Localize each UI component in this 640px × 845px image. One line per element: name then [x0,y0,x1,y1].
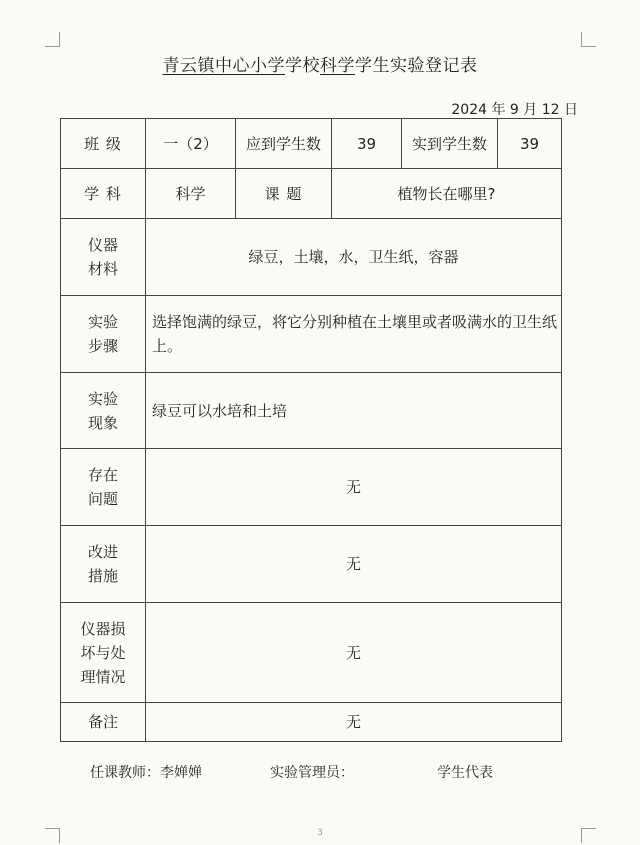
table-row [61,373,562,449]
topic-value: 植物长在哪里? [332,169,562,219]
notes-value: 无 [146,703,562,742]
damage-label: 仪器损 坏与处 理情况 [61,603,146,703]
notes-label: 备注 [61,703,146,742]
title-subject: 科学 [320,56,355,76]
table-row [61,169,562,219]
materials-value: 绿豆，土壤，水，卫生纸，容器 [146,219,562,296]
actual-students-value: 39 [498,119,562,169]
table-row [61,526,562,603]
damage-value: 无 [146,603,562,703]
topic-label: 课 题 [236,169,332,219]
table-row [61,296,562,373]
class-label: 班 级 [61,119,146,169]
problems-value: 无 [146,449,562,526]
subject-label: 学 科 [61,169,146,219]
title-form-name: 学生实验登记表 [355,56,478,76]
table-row [61,449,562,526]
admin-signature: 实验管理员： [270,765,354,781]
teacher-signature: 任课教师：李婵婵 [90,765,202,781]
subject-value: 科学 [146,169,236,219]
phenomena-value: 绿豆可以水培和土培 [146,373,562,449]
student-rep-signature: 学生代表 [437,765,493,781]
expected-students-value: 39 [332,119,402,169]
page-number: 3 [317,828,323,838]
improvements-label: 改进 措施 [61,526,146,603]
steps-label: 实验 步骤 [61,296,146,373]
page-title [0,51,640,76]
table-row [61,219,562,296]
table-row [61,703,562,742]
form-date: 2024 年 9 月 12 日 [451,102,578,118]
crop-mark-top-right [581,32,596,47]
class-value: 一（2） [146,119,236,169]
improvements-value: 无 [146,526,562,603]
title-school-suffix: 学校 [285,56,320,76]
expected-students-label: 应到学生数 [236,119,332,169]
table-row [61,119,562,169]
phenomena-label: 实验 现象 [61,373,146,449]
materials-label: 仪器 材料 [61,219,146,296]
problems-label: 存在 问题 [61,449,146,526]
title-school: 青云镇中心小学 [162,56,285,76]
table-row [61,603,562,703]
actual-students-label: 实到学生数 [402,119,498,169]
steps-value: 选择饱满的绿豆，将它分别种植在土壤里或者吸满水的卫生纸上。 [146,296,562,373]
experiment-record-table [60,118,562,742]
crop-mark-top-left [45,32,60,47]
